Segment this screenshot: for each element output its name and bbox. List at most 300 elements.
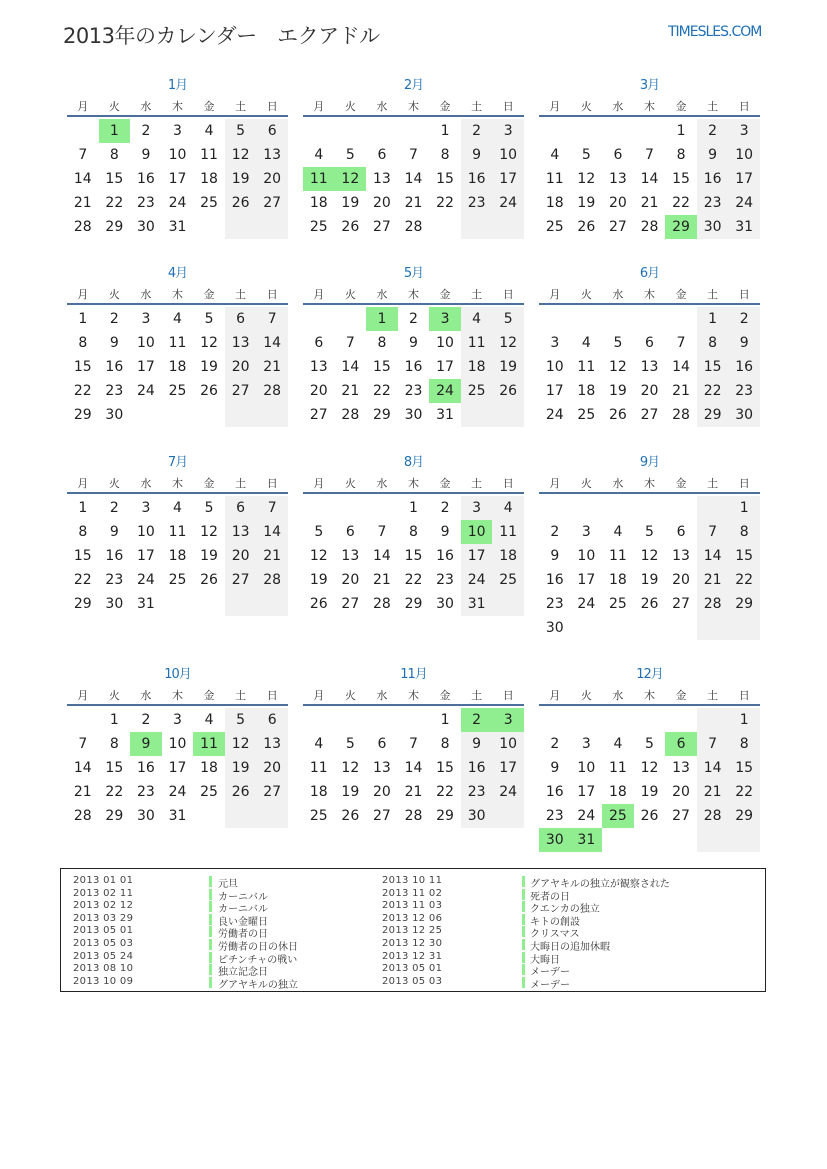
day-cell: 22 <box>105 195 124 211</box>
day-cell: 31 <box>436 407 454 423</box>
day-cell: 9 <box>409 335 418 351</box>
weekday-header: 水 <box>140 288 152 301</box>
day-cell: 18 <box>200 760 218 776</box>
legend-holiday-name: ピチンチャの戦い <box>218 954 298 966</box>
day-cell: 16 <box>467 760 486 776</box>
weekday-header: 日 <box>738 689 750 702</box>
day-cell: 13 <box>640 359 659 375</box>
legend-holiday-name: 労働者の日の休日 <box>218 942 298 953</box>
month-divider <box>67 704 288 706</box>
day-cell: 22 <box>73 572 92 588</box>
day-cell: 10 <box>168 147 187 163</box>
day-cell: 8 <box>739 524 749 540</box>
weekday-header: 火 <box>108 477 120 490</box>
day-cell: 16 <box>703 171 722 187</box>
day-cell: 5 <box>581 147 591 163</box>
day-cell: 4 <box>204 712 214 728</box>
day-cell: 22 <box>436 784 454 800</box>
weekday-header: 水 <box>376 689 388 702</box>
day-cell: 24 <box>467 572 486 588</box>
month-name: 5月 <box>403 266 424 281</box>
weekday-header: 金 <box>203 288 215 301</box>
weekday-header: 木 <box>407 288 419 301</box>
legend-holiday-marker <box>209 952 212 963</box>
day-cell: 26 <box>231 195 250 211</box>
day-cell: 20 <box>263 760 282 776</box>
day-cell: 27 <box>263 784 282 800</box>
day-cell: 11 <box>608 548 627 564</box>
day-cell: 18 <box>467 359 486 375</box>
day-cell: 29 <box>105 808 124 824</box>
day-cell: 11 <box>200 147 218 163</box>
day-cell: 4 <box>613 524 623 540</box>
weekday-header: 水 <box>612 100 624 113</box>
day-cell: 6 <box>377 147 387 163</box>
legend-date: 2013 12 30 <box>382 938 443 949</box>
day-cell: 18 <box>577 383 596 399</box>
legend-date: 2013 12 31 <box>382 950 443 962</box>
weekday-header: 火 <box>344 689 356 702</box>
day-cell: 17 <box>577 572 596 588</box>
day-cell: 16 <box>467 171 486 187</box>
day-cell: 4 <box>472 311 482 327</box>
site-logo[interactable]: TIMESLES.COM <box>668 24 762 40</box>
day-cell: 25 <box>608 596 627 612</box>
day-cell: 7 <box>409 147 418 163</box>
day-cell: 28 <box>703 596 722 612</box>
weekday-header: 日 <box>502 689 514 702</box>
day-cell: 14 <box>404 760 423 776</box>
legend-holiday-name: カーニバル <box>218 904 268 916</box>
day-cell: 19 <box>499 359 518 375</box>
day-cell: 1 <box>78 500 88 516</box>
day-cell: 8 <box>377 335 387 351</box>
month-name: 1月 <box>167 78 188 93</box>
day-cell: 6 <box>236 311 246 327</box>
day-cell: 22 <box>436 195 454 211</box>
day-cell: 12 <box>341 760 360 776</box>
day-cell: 19 <box>309 572 328 588</box>
weekday-header: 水 <box>612 689 624 702</box>
day-cell: 7 <box>267 311 277 327</box>
day-cell: 17 <box>467 548 486 564</box>
holiday-day-cell: 2 <box>461 708 493 732</box>
weekday-header: 日 <box>738 477 750 490</box>
day-cell: 13 <box>231 335 250 351</box>
weekday-header: 日 <box>738 288 750 301</box>
month-divider <box>539 492 760 494</box>
day-cell: 5 <box>613 335 623 351</box>
day-cell: 29 <box>703 407 722 423</box>
day-cell: 25 <box>577 407 596 423</box>
legend-holiday-marker <box>522 977 525 988</box>
legend-date: 2013 05 01 <box>73 925 134 937</box>
day-cell: 9 <box>141 147 151 163</box>
day-cell: 29 <box>372 407 391 423</box>
legend-holiday-marker <box>522 901 525 912</box>
weekday-header: 火 <box>344 477 356 490</box>
day-cell: 10 <box>168 736 187 752</box>
day-cell: 5 <box>503 311 513 327</box>
month-name: 7月 <box>167 455 188 470</box>
day-cell: 6 <box>613 147 623 163</box>
day-cell: 14 <box>263 335 282 351</box>
day-cell: 10 <box>735 147 754 163</box>
legend-holiday-name: 良い金曜日 <box>218 916 268 928</box>
legend-holiday-marker <box>209 889 212 900</box>
month-name: 10月 <box>164 667 191 682</box>
day-cell: 26 <box>341 219 360 235</box>
day-cell: 31 <box>168 219 187 235</box>
day-cell: 29 <box>105 219 124 235</box>
day-cell: 19 <box>608 383 627 399</box>
day-cell: 6 <box>236 500 246 516</box>
weekday-header: 火 <box>108 689 120 702</box>
day-cell: 23 <box>436 572 454 588</box>
weekday-header: 火 <box>108 288 120 301</box>
day-cell: 13 <box>263 147 282 163</box>
holiday-day-cell: 1 <box>99 119 131 143</box>
day-cell: 15 <box>703 359 722 375</box>
month-divider <box>67 115 288 117</box>
day-cell: 18 <box>168 359 187 375</box>
weekday-header: 日 <box>266 288 278 301</box>
day-cell: 25 <box>200 784 218 800</box>
legend-date: 2013 11 02 <box>382 887 443 899</box>
day-cell: 7 <box>708 736 718 752</box>
day-cell: 2 <box>109 500 119 516</box>
day-cell: 12 <box>231 736 250 752</box>
day-cell: 9 <box>109 335 119 351</box>
weekday-header: 木 <box>171 100 183 113</box>
day-cell: 30 <box>136 219 155 235</box>
weekday-header: 火 <box>344 288 356 301</box>
month-name: 12月 <box>636 667 663 682</box>
day-cell: 23 <box>105 383 124 399</box>
day-cell: 16 <box>404 359 423 375</box>
day-cell: 26 <box>231 784 250 800</box>
day-cell: 3 <box>141 500 151 516</box>
weekday-header: 水 <box>376 477 388 490</box>
day-cell: 8 <box>440 736 450 752</box>
day-cell: 20 <box>372 195 391 211</box>
day-cell: 8 <box>739 736 749 752</box>
day-cell: 5 <box>314 524 324 540</box>
day-cell: 23 <box>404 383 423 399</box>
legend-holiday-name: メーデー <box>530 979 570 991</box>
day-cell: 4 <box>314 736 324 752</box>
day-cell: 8 <box>409 524 418 540</box>
day-cell: 20 <box>309 383 328 399</box>
month-name: 9月 <box>639 455 660 470</box>
holiday-day-cell: 9 <box>130 732 162 756</box>
day-cell: 19 <box>640 784 659 800</box>
day-cell: 21 <box>73 784 92 800</box>
weekday-header: 金 <box>203 100 215 113</box>
day-cell: 28 <box>404 808 423 824</box>
legend-date: 2013 05 01 <box>382 963 443 975</box>
day-cell: 7 <box>708 524 718 540</box>
day-cell: 2 <box>141 123 151 139</box>
day-cell: 14 <box>372 548 391 564</box>
day-cell: 1 <box>440 123 450 139</box>
day-cell: 8 <box>708 335 718 351</box>
legend-date: 2013 10 09 <box>73 975 134 987</box>
day-cell: 11 <box>309 760 328 776</box>
legend-holiday-marker <box>522 939 525 950</box>
day-cell: 16 <box>545 572 564 588</box>
weekday-header: 木 <box>407 477 419 490</box>
day-cell: 8 <box>676 147 686 163</box>
month-name: 11月 <box>400 667 427 682</box>
day-cell: 9 <box>739 335 749 351</box>
day-cell: 5 <box>645 736 654 752</box>
weekday-header: 金 <box>439 689 451 702</box>
day-cell: 29 <box>404 596 423 612</box>
legend-holiday-name: グアヤキルの独立が観察された <box>530 879 670 890</box>
day-cell: 3 <box>141 311 151 327</box>
weekday-header: 木 <box>643 689 655 702</box>
day-cell: 20 <box>231 548 250 564</box>
month-name: 3月 <box>639 78 660 93</box>
day-cell: 23 <box>545 596 564 612</box>
day-cell: 18 <box>168 548 187 564</box>
day-cell: 17 <box>436 359 454 375</box>
day-cell: 13 <box>608 171 627 187</box>
day-cell: 24 <box>735 195 754 211</box>
weekday-header: 火 <box>580 100 592 113</box>
day-cell: 28 <box>341 407 360 423</box>
day-cell: 5 <box>236 712 246 728</box>
day-cell: 25 <box>309 808 328 824</box>
weekday-header: 金 <box>203 477 215 490</box>
day-cell: 19 <box>341 195 360 211</box>
day-cell: 25 <box>309 219 328 235</box>
day-cell: 16 <box>436 548 454 564</box>
day-cell: 31 <box>168 808 187 824</box>
day-cell: 4 <box>503 500 513 516</box>
day-cell: 21 <box>672 383 690 399</box>
day-cell: 14 <box>73 760 92 776</box>
weekday-header: 土 <box>471 288 483 301</box>
day-cell: 12 <box>499 335 518 351</box>
weekday-header: 木 <box>643 477 655 490</box>
day-cell: 12 <box>640 760 659 776</box>
day-cell: 8 <box>78 524 88 540</box>
day-cell: 3 <box>550 335 560 351</box>
weekday-header: 火 <box>108 100 120 113</box>
day-cell: 15 <box>735 548 754 564</box>
weekday-header: 木 <box>171 477 183 490</box>
day-cell: 15 <box>105 171 124 187</box>
day-cell: 4 <box>173 311 182 327</box>
day-cell: 19 <box>200 359 218 375</box>
holiday-day-cell: 1 <box>366 307 398 331</box>
weekday-header: 月 <box>549 100 561 113</box>
day-cell: 22 <box>73 383 92 399</box>
day-cell: 21 <box>404 784 423 800</box>
holiday-day-cell: 11 <box>193 732 225 756</box>
day-cell: 2 <box>472 123 482 139</box>
day-cell: 23 <box>467 195 486 211</box>
weekday-header: 水 <box>376 100 388 113</box>
day-cell: 13 <box>672 548 690 564</box>
day-cell: 22 <box>372 383 391 399</box>
day-cell: 20 <box>672 572 690 588</box>
legend-date: 2013 05 24 <box>73 950 134 962</box>
legend-holiday-name: 元旦 <box>218 879 238 890</box>
day-cell: 21 <box>404 195 423 211</box>
day-cell: 26 <box>577 219 596 235</box>
day-cell: 13 <box>309 359 328 375</box>
month-divider <box>67 492 288 494</box>
day-cell: 17 <box>136 359 155 375</box>
day-cell: 17 <box>499 171 518 187</box>
day-cell: 19 <box>231 760 250 776</box>
day-cell: 19 <box>200 548 218 564</box>
day-cell: 9 <box>708 147 718 163</box>
weekday-header: 金 <box>439 477 451 490</box>
day-cell: 13 <box>372 760 391 776</box>
day-cell: 2 <box>109 311 119 327</box>
day-cell: 6 <box>676 524 686 540</box>
day-cell: 2 <box>739 311 749 327</box>
weekday-header: 木 <box>171 689 183 702</box>
weekday-header: 土 <box>707 100 719 113</box>
legend-holiday-name: グアヤキルの独立 <box>218 979 298 991</box>
day-cell: 28 <box>73 808 92 824</box>
legend-date: 2013 03 29 <box>73 912 134 924</box>
day-cell: 6 <box>267 712 277 728</box>
day-cell: 24 <box>499 784 518 800</box>
day-cell: 8 <box>109 736 119 752</box>
day-cell: 8 <box>78 335 88 351</box>
day-cell: 16 <box>105 359 124 375</box>
day-cell: 20 <box>672 784 690 800</box>
day-cell: 2 <box>440 500 450 516</box>
day-cell: 27 <box>341 596 360 612</box>
day-cell: 3 <box>581 524 591 540</box>
day-cell: 4 <box>550 147 560 163</box>
day-cell: 8 <box>109 147 119 163</box>
day-cell: 28 <box>672 407 690 423</box>
weekday-header: 土 <box>707 477 719 490</box>
weekday-header: 月 <box>313 689 325 702</box>
legend-holiday-marker <box>522 889 525 900</box>
day-cell: 3 <box>173 712 182 728</box>
weekday-header: 水 <box>140 689 152 702</box>
day-cell: 15 <box>404 548 423 564</box>
day-cell: 23 <box>136 195 155 211</box>
day-cell: 5 <box>204 500 214 516</box>
day-cell: 30 <box>436 596 454 612</box>
day-cell: 21 <box>640 195 659 211</box>
day-cell: 22 <box>735 572 754 588</box>
day-cell: 11 <box>467 335 486 351</box>
day-cell: 30 <box>404 407 423 423</box>
day-cell: 13 <box>341 548 360 564</box>
weekday-header: 木 <box>407 100 419 113</box>
day-cell: 23 <box>545 808 564 824</box>
day-cell: 3 <box>581 736 591 752</box>
day-cell: 28 <box>263 383 282 399</box>
day-cell: 21 <box>263 548 282 564</box>
legend-holiday-marker <box>522 914 525 925</box>
day-cell: 26 <box>200 383 218 399</box>
day-cell: 1 <box>739 500 749 516</box>
day-cell: 23 <box>105 572 124 588</box>
weekday-header: 日 <box>266 689 278 702</box>
day-cell: 24 <box>577 596 596 612</box>
day-cell: 4 <box>581 335 591 351</box>
day-cell: 11 <box>168 524 187 540</box>
day-cell: 15 <box>672 171 690 187</box>
weekday-header: 土 <box>707 689 719 702</box>
day-cell: 24 <box>168 195 187 211</box>
day-cell: 23 <box>735 383 754 399</box>
day-cell: 22 <box>735 784 754 800</box>
weekday-header: 土 <box>235 477 247 490</box>
day-cell: 29 <box>735 596 754 612</box>
day-cell: 2 <box>550 736 560 752</box>
month-divider <box>539 303 760 305</box>
day-cell: 28 <box>263 572 282 588</box>
day-cell: 14 <box>703 760 722 776</box>
day-cell: 24 <box>136 572 155 588</box>
day-cell: 7 <box>78 147 88 163</box>
day-cell: 25 <box>168 383 187 399</box>
weekday-header: 月 <box>313 477 325 490</box>
day-cell: 7 <box>78 736 88 752</box>
day-cell: 23 <box>703 195 722 211</box>
day-cell: 19 <box>341 784 360 800</box>
legend-date: 2013 10 11 <box>382 875 443 886</box>
legend-holiday-marker <box>209 876 212 887</box>
day-cell: 26 <box>309 596 328 612</box>
day-cell: 15 <box>73 359 92 375</box>
day-cell: 9 <box>472 147 482 163</box>
day-cell: 7 <box>645 147 654 163</box>
weekday-header: 火 <box>580 288 592 301</box>
weekday-header: 土 <box>235 689 247 702</box>
day-cell: 6 <box>345 524 355 540</box>
day-cell: 21 <box>341 383 360 399</box>
day-cell: 29 <box>436 808 454 824</box>
day-cell: 10 <box>499 736 518 752</box>
weekday-header: 水 <box>140 100 152 113</box>
day-cell: 2 <box>708 123 718 139</box>
day-cell: 17 <box>136 548 155 564</box>
day-cell: 26 <box>499 383 518 399</box>
day-cell: 25 <box>168 572 187 588</box>
day-cell: 5 <box>345 736 355 752</box>
weekday-header: 木 <box>171 288 183 301</box>
day-cell: 1 <box>708 311 718 327</box>
day-cell: 16 <box>136 171 155 187</box>
day-cell: 12 <box>577 171 596 187</box>
day-cell: 5 <box>204 311 214 327</box>
day-cell: 30 <box>703 219 722 235</box>
legend-holiday-marker <box>209 914 212 925</box>
holiday-day-cell: 10 <box>461 520 493 544</box>
day-cell: 26 <box>341 808 360 824</box>
day-cell: 27 <box>263 195 282 211</box>
day-cell: 14 <box>341 359 360 375</box>
weekday-header: 日 <box>502 100 514 113</box>
day-cell: 30 <box>136 808 155 824</box>
day-cell: 27 <box>672 808 690 824</box>
day-cell: 17 <box>545 383 564 399</box>
